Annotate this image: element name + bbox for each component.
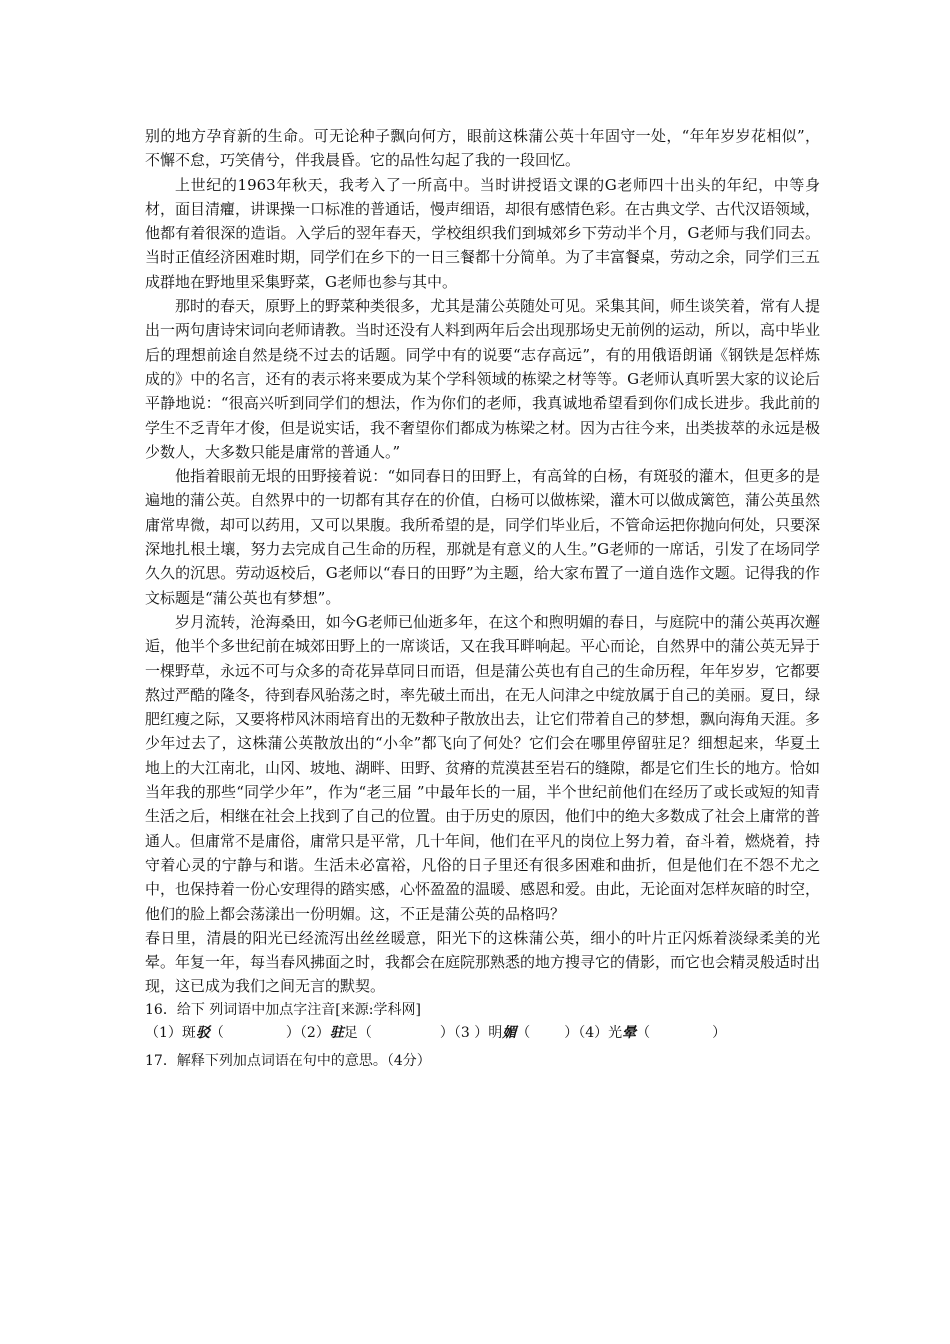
paragraph-3: 那时的春天，原野上的野菜种类很多，尤其是蒲公英随处可见。采集其间，师生谈笑着，常有人提出一两句唐诗宋词向老师请教。当时还没有人料到两年后会出现那场史无前例的运动，所以，高中毕业后的理想前途自然是绕不过去的话题。同学中有的说要“志存高远”，有的用俄语朗诵《钢铁是怎样炼成的》中的名言，还有的表示将来要成为某个学科领域的栋梁之材等等。G老师认真听罢大家的议论后平静地说：“很高兴听到同学们的想法，作为你们的老师，我真诚地希望看到你们成长进步。我此前的学生不乏青年才俊，但是说实话，我不奢望你们都成为栋梁之材。因为古往今来，出类拔萃的永远是极少数人，大多数只能是庸常的普通人。”	[145, 297, 821, 461]
option-1: （1）斑驳（ ）	[145, 1024, 300, 1041]
paragraph-4: 他指着眼前无垠的田野接着说：“如同春日的田野上，有高耸的白杨，有斑驳的灌木，但更多的是遍地的蒲公英。自然界中的一切都有其存在的价值，白杨可以做栋梁，灌木可以做成篱笆，蒲公英虽然庸常卑微，却可以药用，又可以果腹。我所希望的是，同学们毕业后，不管命运把你抛向何处，只要深深地扎根土壤，努力去完成自己生命的历程，那就是有意义的人生。”G老师的一席话，引发了在场同学久久的沉思。劳动返校后，G老师以“春日的田野”为主题，给大家布置了一道自选作文题。记得我的作文标题是“蒲公英也有梦想”。	[145, 467, 821, 607]
option-2: （2）驻足（ ）	[299, 1024, 454, 1041]
dotted-char: 驳	[195, 1024, 210, 1041]
paragraph-5: 岁月流转，沧海桑田，如今G老师已仙逝多年，在这个和煦明媚的春日，与庭院中的蒲公英再次邂逅，他半个多世纪前在城郊田野上的一席谈话，又在我耳畔响起。平心而论，自然界中的蒲公英无异于一棵野草，永远不可与众多的奇花异草同日而语，但是蒲公英也有自己的生命历程，年年岁岁，它都要熬过严酷的隆冬，待到春风骀荡之时，率先破土而出，在无人问津之中绽放属于自己的美丽。夏日，绿肥红瘦之际，又要将栉风沐雨培育出的无数种子散放出去，让它们带着自己的梦想，飘向海角天涯。多少年过去了，这株蒲公英散放出的“小伞”都飞向了何处？它们会在哪里停留驻足？细想起来，华夏土地上的大江南北，山冈、坡地、湖畔、田野、贫瘠的荒漠甚至岩石的缝隙，都是它们生长的地方。恰如当年我的那些“同学少年”，作为“老三届 ”中最年长的一届，半个世纪前他们在经历了或长或短的知青生活之后，相继在社会上找到了自己的位置。由于历史的原因，他们中的绝大多数成了社会上庸常的普通人。但庸常不是庸俗，庸常只是平常，几十年间，他们在平凡的岗位上努力着，奋斗着，燃烧着，持守着心灵的宁静与和谐。生活未必富裕，凡俗的日子里还有很多困难和曲折，但是他们在不怨不尤之中，也保持着一份心安理得的踏实感，心怀盈盈的温暖、感恩和爱。由此，无论面对怎样灰暗的时空，他们的脸上都会荡漾出一份明媚。这，不正是蒲公英的品格吗？	[145, 612, 821, 923]
option-3: （3 ）明媚（ ）	[453, 1024, 579, 1041]
paragraph-1: 别的地方孕育新的生命。可无论种子飘向何方，眼前这株蒲公英十年固守一处，“年年岁岁花相似”，不懈不怠，巧笑倩兮，伴我晨昏。它的品性勾起了我的一段回忆。	[145, 127, 820, 170]
question-16	[145, 999, 820, 1044]
article-body	[145, 124, 820, 999]
dotted-char: 驻	[329, 1024, 344, 1041]
paragraph-2: 上世纪的1963年秋天，我考入了一所高中。当时讲授语文课的G老师四十出头的年纪，中等身材，面目清癯，讲课操一口标准的普通话，慢声细语，却很有感情色彩。在古典文学、古代汉语领域，他都有着很深的造诣。入学后的翌年春天，学校组织我们到城郊乡下劳动半个月，G老师与我们同去。当时正值经济困难时期，同学们在乡下的一日三餐都十分简单。为了丰富餐桌，劳动之余，同学们三五成群地在野地里采集野菜，G老师也参与其中。	[145, 175, 821, 291]
paragraph-6: 春日里，清晨的阳光已经流泻出丝丝暖意，阳光下的这株蒲公英，细小的叶片正闪烁着淡绿柔美的光晕。年复一年，每当春风拂面之时，我都会在庭院那熟悉的地方搜寻它的倩影，而它也会精灵般适时出现，这已成为我们之间无言的默契。	[145, 928, 821, 996]
question-16-title: 16．给下 列词语中加点字注音[来源:学科网]	[145, 1001, 421, 1018]
document-page	[145, 124, 820, 1073]
question-17-title: 17．解释下列加点词语在句中的意思。（4分）	[145, 1052, 431, 1069]
question-16-options	[145, 1022, 820, 1044]
dotted-char: 晕	[622, 1024, 637, 1041]
question-17	[145, 1050, 820, 1073]
dotted-char: 媚	[502, 1024, 517, 1041]
option-4: （4）光晕（ ）	[578, 1024, 727, 1041]
